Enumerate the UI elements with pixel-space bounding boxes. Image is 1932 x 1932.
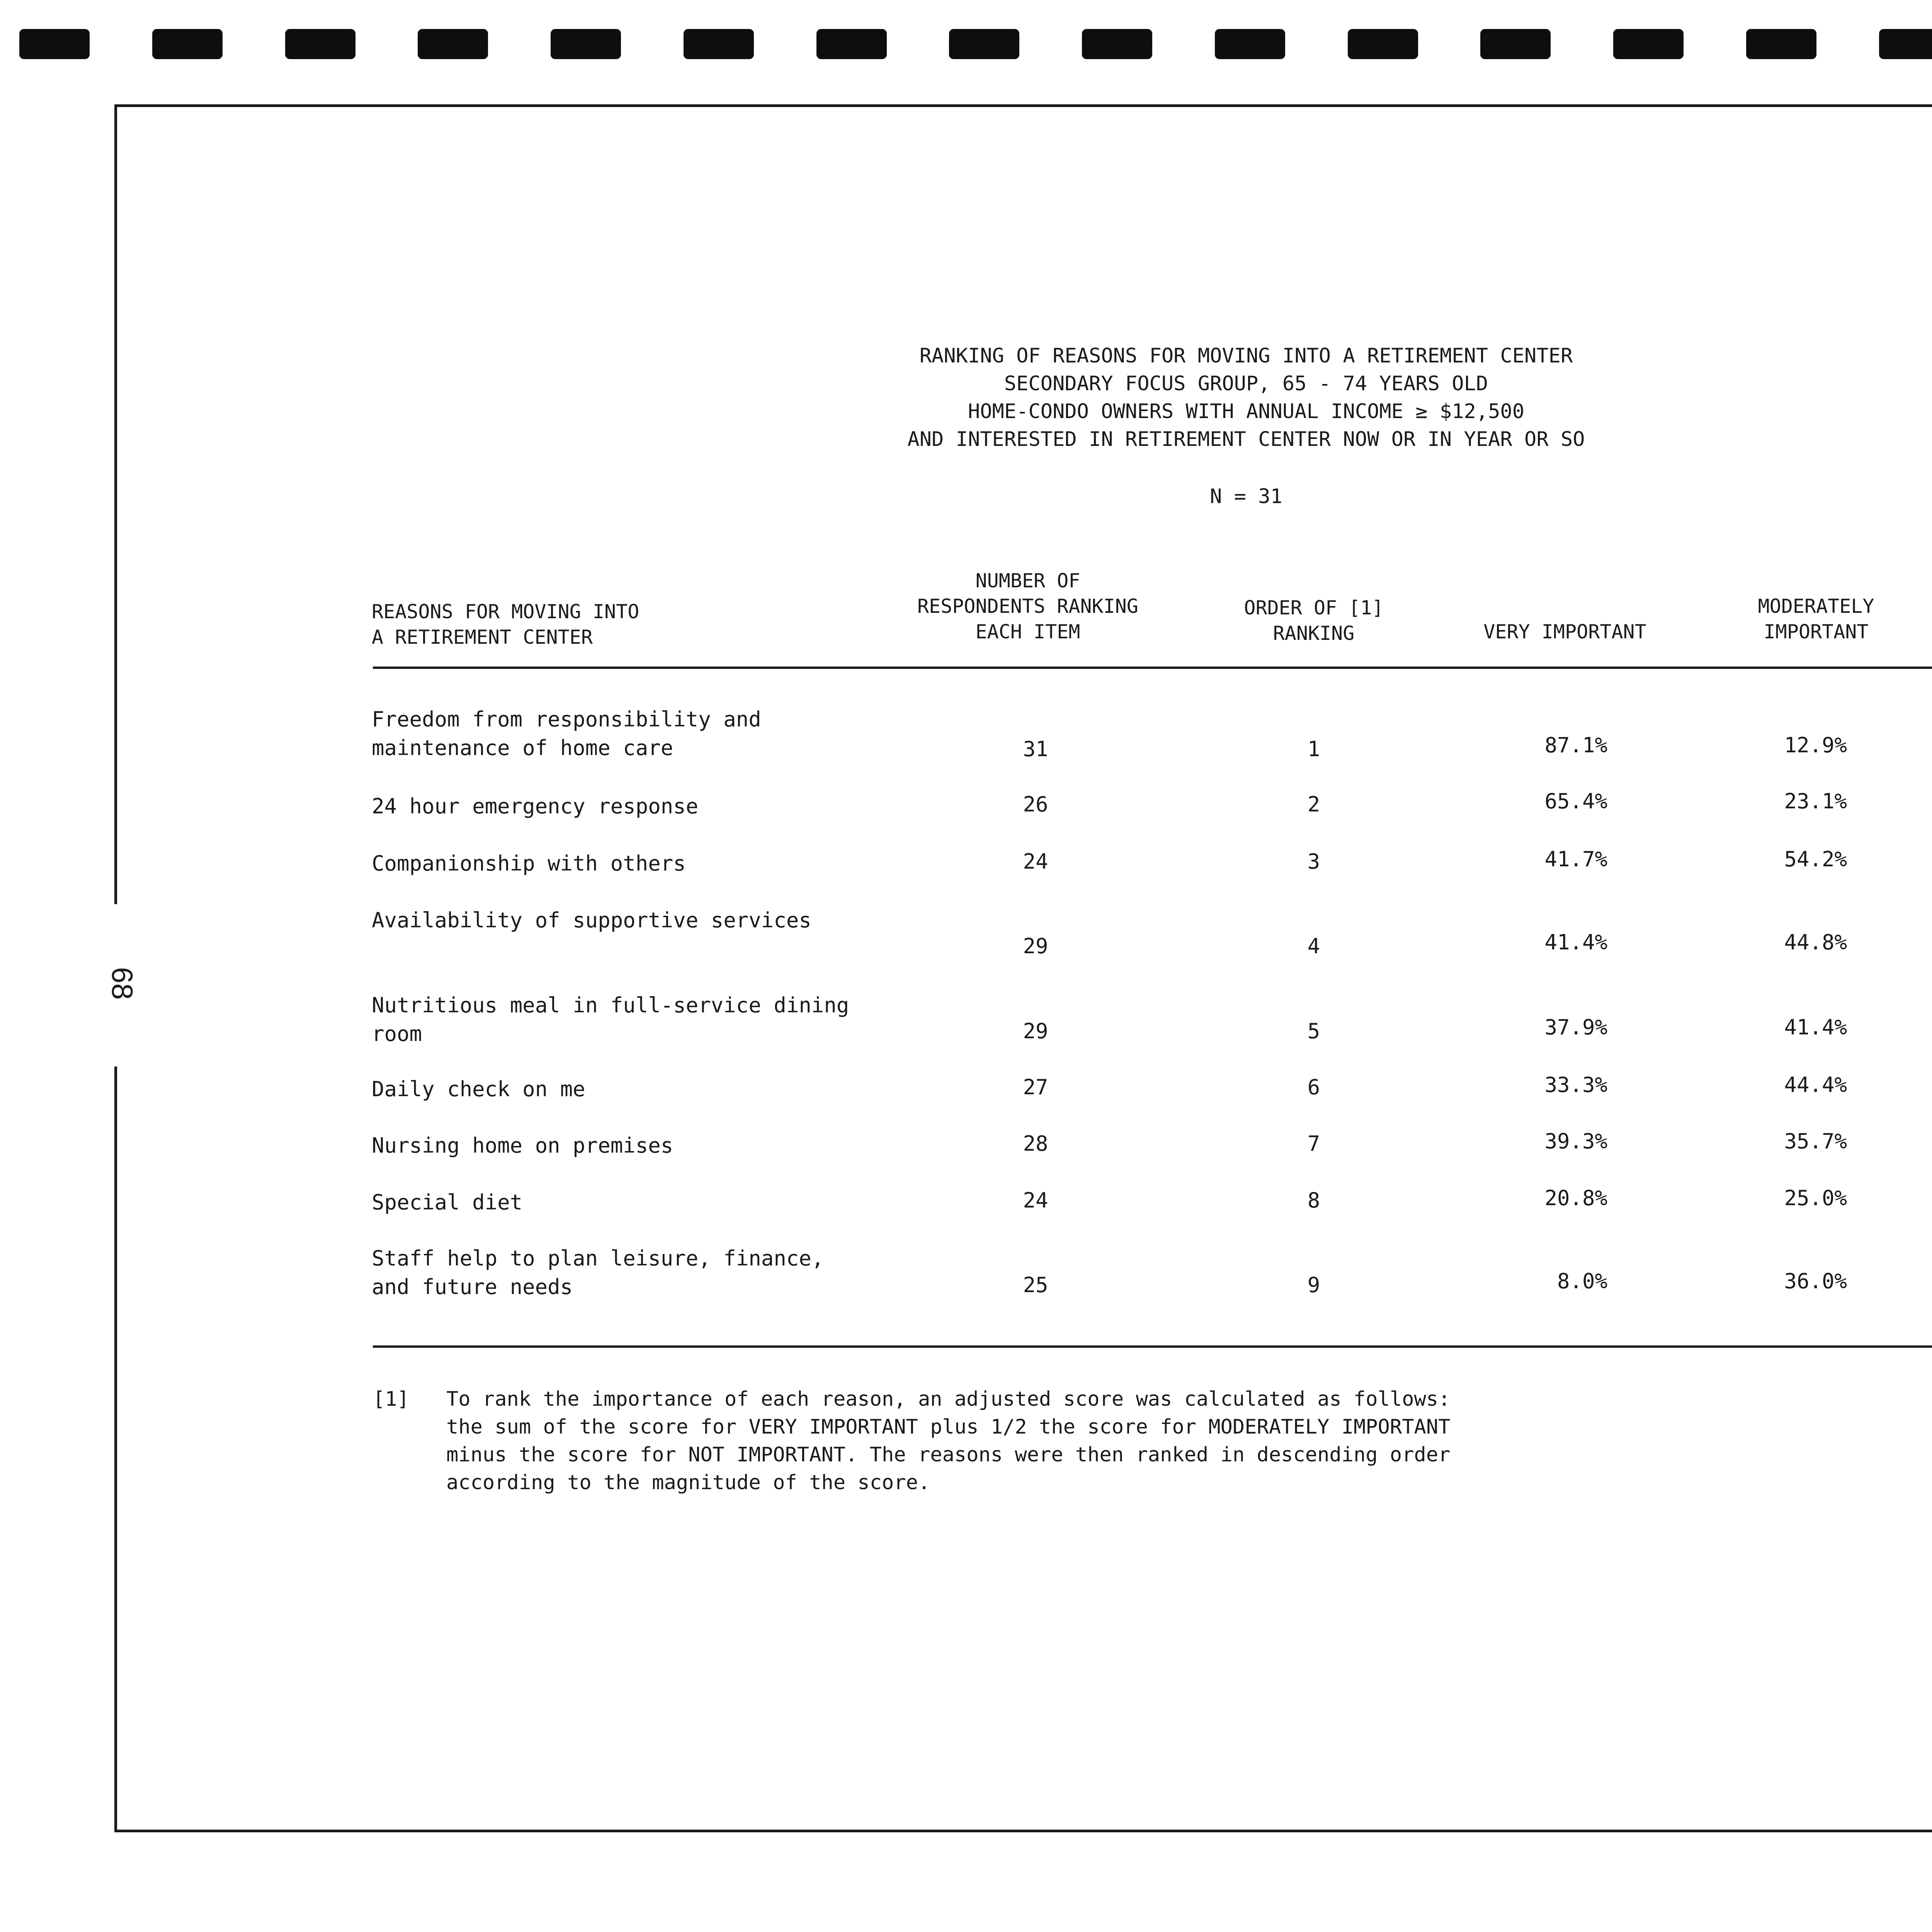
rank-cell: 7 — [1307, 1131, 1320, 1156]
rank-cell: 6 — [1307, 1075, 1320, 1099]
sample-size: N = 31 — [1210, 485, 1282, 508]
binder-hole — [418, 29, 488, 59]
binder-hole — [1746, 29, 1816, 59]
very-important-cell: 87.1% — [1544, 733, 1607, 757]
column-header-order: ORDER OF [1] RANKING — [1244, 597, 1384, 645]
reason-cell: Freedom from responsibility and maintenance of home care — [372, 707, 761, 760]
very-important-cell: 41.4% — [1544, 930, 1607, 954]
binder-hole — [19, 29, 90, 59]
rank-cell: 5 — [1307, 1019, 1320, 1043]
very-important-cell: 20.8% — [1544, 1186, 1607, 1210]
reason-cell: Nutritious meal in full-service dining room — [372, 993, 849, 1046]
rank-cell: 2 — [1307, 792, 1320, 816]
very-important-cell: 8.0% — [1557, 1269, 1607, 1293]
very-important-cell: 33.3% — [1544, 1073, 1607, 1097]
binder-hole — [1480, 29, 1551, 59]
table-header — [0, 568, 1932, 657]
reason-cell: Daily check on me — [372, 1077, 585, 1101]
very-important-cell: 37.9% — [1544, 1015, 1607, 1039]
footnote-text: To rank the importance of each reason, an adjusted score was calculated as follows: the sum of the score for VERY IMPORTANT plus 1/2 the score for MODERATELY IMPORTANT minus the score for NOT IMPORTANT. The reasons were then ranked in descending order according to the magnitude of the score. — [446, 1388, 1451, 1494]
respondents-cell: 26 — [1023, 792, 1048, 816]
header-rule — [373, 667, 1932, 669]
column-header-very-important: VERY IMPORTANT — [1483, 621, 1646, 643]
reason-cell: Staff help to plan leisure, finance, and future needs — [372, 1246, 824, 1299]
rank-cell: 4 — [1307, 934, 1320, 958]
binder-holes — [19, 29, 1932, 60]
column-header-moderately-important: MODERATELY IMPORTANT — [1758, 595, 1874, 643]
binder-hole — [1879, 29, 1932, 59]
moderately-important-cell: 44.4% — [1784, 1073, 1847, 1097]
binder-hole — [684, 29, 754, 59]
moderately-important-cell: 25.0% — [1784, 1186, 1847, 1210]
table-title — [580, 342, 1913, 453]
reason-cell: Special diet — [372, 1190, 523, 1214]
binder-hole — [816, 29, 887, 59]
binder-hole — [285, 29, 355, 59]
respondents-cell: 31 — [1023, 737, 1048, 761]
binder-hole — [1613, 29, 1684, 59]
footnote — [373, 1385, 1687, 1497]
rank-cell: 3 — [1307, 849, 1320, 874]
very-important-cell: 41.7% — [1544, 847, 1607, 871]
respondents-cell: 29 — [1023, 934, 1048, 958]
binder-hole — [1348, 29, 1418, 59]
column-header-reason: REASONS FOR MOVING INTO A RETIREMENT CENTER — [372, 600, 639, 648]
respondents-cell: 29 — [1023, 1019, 1048, 1043]
respondents-cell: 28 — [1023, 1131, 1048, 1156]
moderately-important-cell: 36.0% — [1784, 1269, 1847, 1293]
respondents-cell: 27 — [1023, 1075, 1048, 1099]
rank-cell: 8 — [1307, 1188, 1320, 1213]
table-bottom-rule — [373, 1345, 1932, 1348]
very-important-cell: 39.3% — [1544, 1129, 1607, 1153]
binder-hole — [1215, 29, 1285, 59]
respondents-cell: 24 — [1023, 849, 1048, 874]
title-line: AND INTERESTED IN RETIREMENT CENTER NOW OR IN YEAR OR SO — [907, 428, 1585, 451]
binder-hole — [1082, 29, 1152, 59]
respondents-cell: 24 — [1023, 1188, 1048, 1213]
moderately-important-cell: 23.1% — [1784, 789, 1847, 813]
title-line: SECONDARY FOCUS GROUP, 65 - 74 YEARS OLD — [1004, 372, 1488, 395]
rank-cell: 9 — [1307, 1273, 1320, 1297]
moderately-important-cell: 12.9% — [1784, 733, 1847, 757]
moderately-important-cell: 44.8% — [1784, 930, 1847, 954]
column-header-respondents: NUMBER OF RESPONDENTS RANKING EACH ITEM — [917, 570, 1138, 643]
title-line: RANKING OF REASONS FOR MOVING INTO A RETIREMENT CENTER — [919, 344, 1573, 367]
respondents-cell: 25 — [1023, 1273, 1048, 1297]
moderately-important-cell: 54.2% — [1784, 847, 1847, 871]
moderately-important-cell: 41.4% — [1784, 1015, 1847, 1039]
reason-cell: Companionship with others — [372, 851, 686, 876]
reason-cell: Nursing home on premises — [372, 1133, 673, 1158]
binder-hole — [152, 29, 223, 59]
reason-cell: Availability of supportive services — [372, 908, 811, 932]
binder-hole — [551, 29, 621, 59]
page-number: 68 — [105, 967, 138, 1000]
footnote-marker: [1] — [373, 1388, 409, 1411]
very-important-cell: 65.4% — [1544, 789, 1607, 813]
reason-cell: 24 hour emergency response — [372, 794, 699, 818]
moderately-important-cell: 35.7% — [1784, 1129, 1847, 1153]
title-line: HOME-CONDO OWNERS WITH ANNUAL INCOME ≥ $12,500 — [968, 400, 1525, 423]
binder-hole — [949, 29, 1019, 59]
rank-cell: 1 — [1307, 737, 1320, 761]
